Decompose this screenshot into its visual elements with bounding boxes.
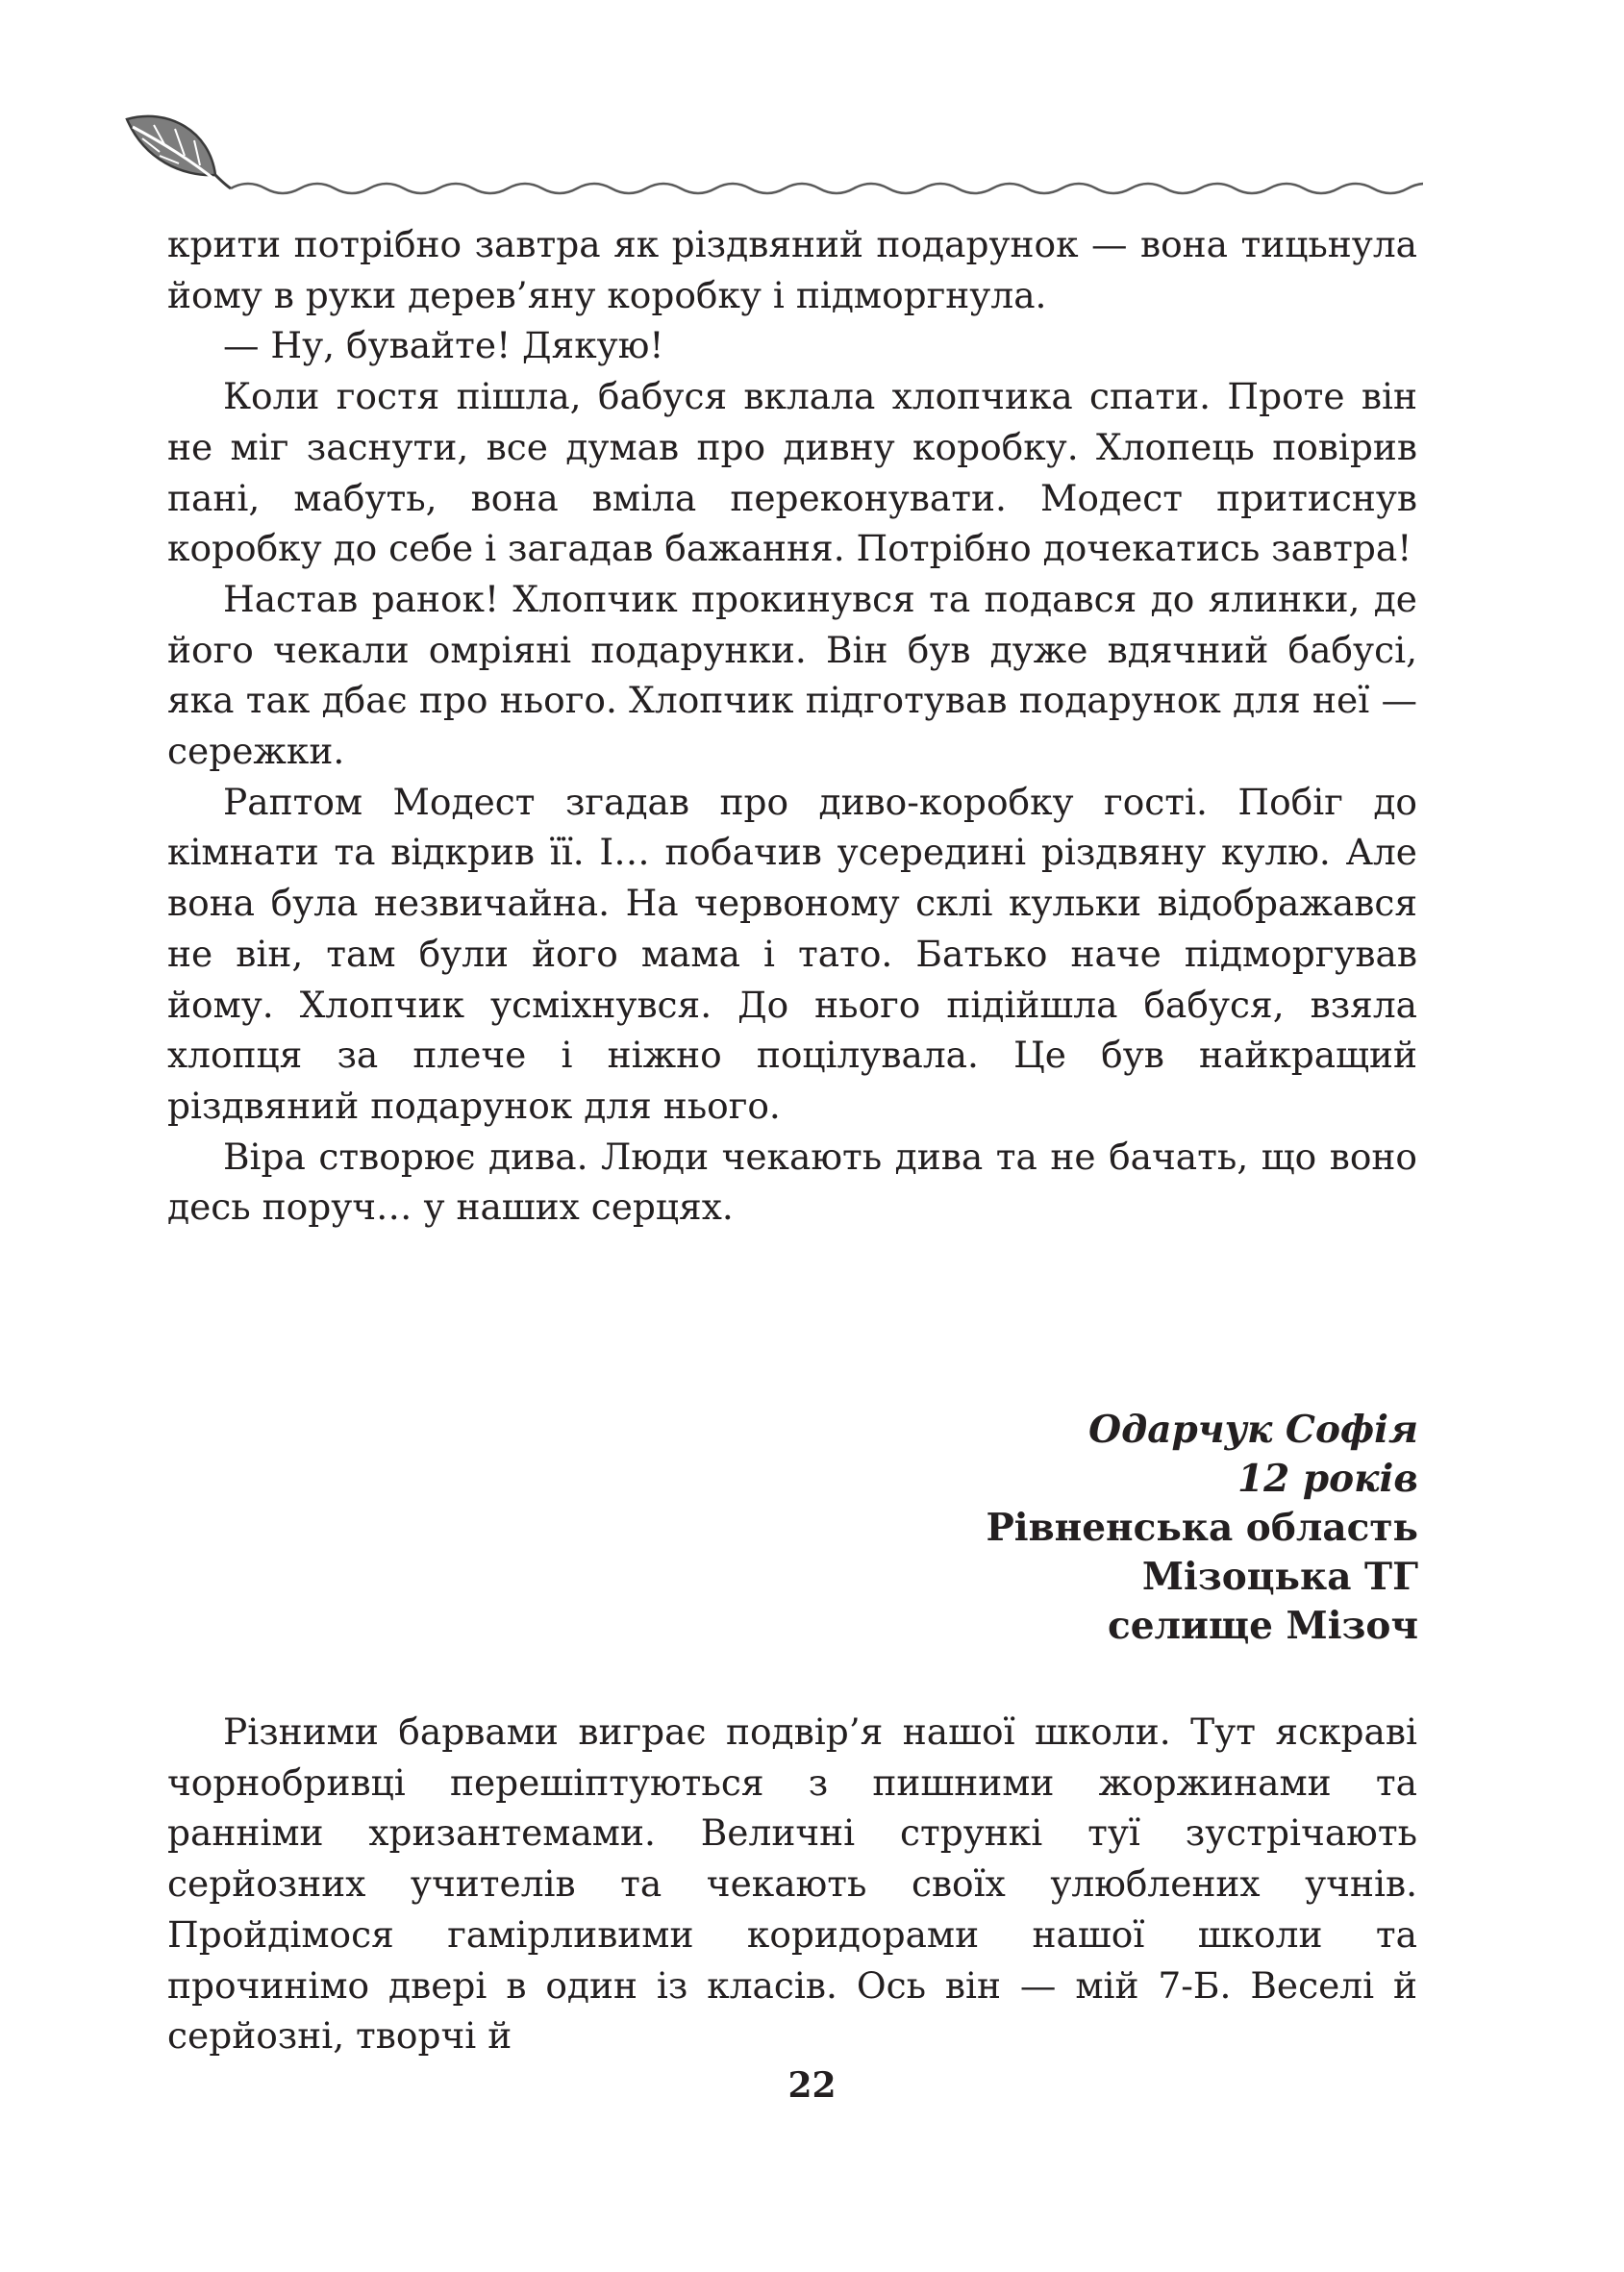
paragraph: крити потрібно завтра як різдвяний подарунок — вона тицьнула йому в руки дерев’яну коробку і підморгнула. [167, 223, 1417, 316]
essay-start-text [167, 1707, 1417, 2061]
author-signature [986, 1406, 1418, 1651]
header-ornament [115, 106, 1423, 202]
leaf-feather-icon [127, 116, 231, 188]
paragraph: Раптом Модест згадав про диво-коробку гості. Побіг до кімнати та відкрив її. І… побачив усередині різдвяну кулю. Але вона була незвичайна. На червоному склі кульки відображався не він, там були його мама і тато. Батько наче підморгував йому. Хлопчик усміхнувся. До нього підійшла бабуся, взяла хлопця за плече і ніжно поцілувала. Це був найкращий різдвяний подарунок для нього. [167, 780, 1417, 1127]
wavy-divider [231, 184, 1423, 193]
author-settlement: селище Мізоч [1107, 1604, 1418, 1648]
page-number: 22 [787, 2065, 837, 2106]
story-end-text [167, 219, 1417, 1233]
author-region: Рівненська область [986, 1506, 1418, 1550]
author-name: Одарчук Софія [1088, 1408, 1418, 1452]
paragraph: Коли гостя пішла, бабуся вклала хлопчика спати. Проте він не міг заснути, все думав про дивну коробку. Хлопець повірив пані, мабуть, вона вміла переконувати. Модест притиснув коробку до себе і загадав бажання. Потрібно дочекатись завтра! [167, 375, 1417, 570]
paragraph: — Ну, бувайте! Дякую! [223, 324, 664, 367]
paragraph: Віра створює дива. Люди чекають дива та не бачать, що воно десь поруч… у наших серцях. [167, 1135, 1417, 1229]
paragraph: Різними барвами виграє подвір’я нашої школи. Тут яскраві чорнобривці перешіптуються з пишними жоржинами та ранніми хризантемами. Величні стрункі туї зустрічають серйозних учителів та чекають своїх улюблених учнів. Пройдімося гамірливими коридорами нашої школи та прочинімо двері в один із класів. Ось він — мій 7-Б. Веселі й серйозні, творчі й [167, 1710, 1417, 2058]
paragraph: Настав ранок! Хлопчик прокинувся та подався до ялинки, де його чекали омріяні подарунки. Він був дуже вдячний бабусі, яка так дбає про нього. Хлопчик підготував подарунок для неї — сережки. [167, 577, 1417, 773]
author-age: 12 років [1237, 1457, 1418, 1501]
author-community: Мізоцька ТГ [1141, 1555, 1418, 1599]
